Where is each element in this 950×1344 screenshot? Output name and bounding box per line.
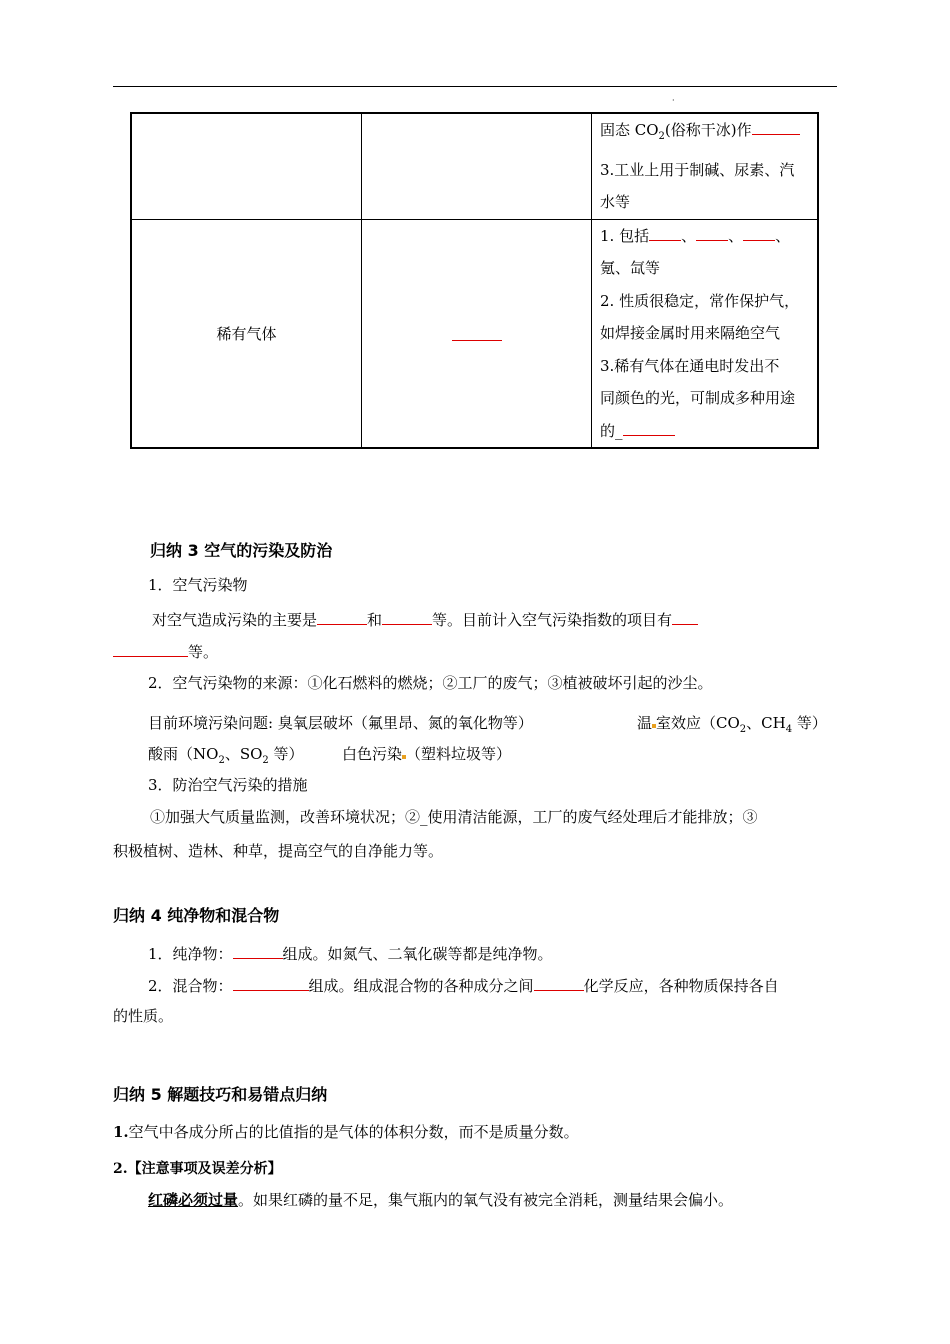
text: 等） (268, 745, 304, 763)
text: 组成。如氮气、二氧化碳等都是纯净物。 (282, 945, 553, 963)
table-row (131, 219, 818, 448)
section-5-heading: 归纳 5 解题技巧和易错点归纳 (113, 1085, 328, 1104)
text: 、CH (746, 714, 786, 732)
answer-blank[interactable] (752, 116, 800, 135)
subscript: 4 (785, 724, 793, 735)
s3-env-problems: 目前环境污染问题: 臭氧层破坏（氟里昂、氮的氧化物等） (148, 714, 533, 732)
s3-white-pollution (342, 743, 511, 764)
separator: 、 (681, 226, 697, 245)
answer-blank[interactable] (696, 222, 728, 241)
s3-paragraph1 (152, 606, 698, 630)
answer-blank[interactable] (113, 638, 188, 657)
cell-text: 如焊接金属时用来隔绝空气 (600, 324, 781, 342)
answer-blank[interactable] (534, 972, 584, 991)
s4-item2-cont: 的性质。 (113, 1007, 174, 1025)
text: 等。目前计入空气污染指数的项目有 (432, 611, 673, 629)
answer-blank[interactable] (672, 606, 698, 625)
subscript: 2 (658, 131, 665, 142)
gas-name: 稀有气体 (216, 324, 277, 343)
text: 和 (367, 611, 383, 629)
cell-text: 同颜色的光，可制成多种用途 (600, 389, 796, 407)
table-cell (362, 113, 592, 219)
s4-item1 (148, 940, 553, 964)
cell-text: 3.工业上用于制碱、尿素、汽 (600, 160, 795, 179)
table-cell (592, 219, 819, 448)
cell-text: 的_ (600, 421, 623, 440)
answer-blank[interactable] (452, 322, 502, 341)
answer-blank[interactable] (382, 606, 432, 625)
text: 空气中各成分所占的比值指的是气体的体积分数，而不是质量分数。 (128, 1123, 579, 1141)
s5-point2-title: 2.【注意事项及误差分析】 (113, 1161, 282, 1177)
subscript: 2 (739, 724, 747, 735)
section-3-heading: 归纳 3 空气的污染及防治 (150, 541, 333, 560)
s4-item2 (148, 972, 779, 996)
text: 等） (792, 714, 827, 732)
cell-text: 固态 CO (600, 121, 659, 139)
s3-paragraph1-cont (113, 638, 218, 662)
table-cell (131, 113, 362, 219)
text: 1．纯净物： (148, 945, 233, 963)
text: 对空气造成污染的主要是 (152, 611, 318, 629)
cell-text: 氪、氙等 (600, 259, 661, 277)
cell-text: (俗称干冰)作 (664, 121, 752, 139)
text: 组成。组成混合物的各种成分之间 (308, 977, 534, 995)
s5-point3 (148, 1189, 733, 1210)
point-number: 1. (113, 1123, 129, 1141)
s3-item1: 1．空气污染物 (148, 576, 248, 594)
separator: 、 (775, 226, 791, 245)
section-4-heading: 归纳 4 纯净物和混合物 (113, 906, 280, 925)
table-row (131, 113, 818, 219)
answer-blank[interactable] (233, 940, 283, 959)
s3-item3: 3．防治空气污染的措施 (148, 776, 308, 794)
s3-item2: 2．空气污染物的来源：①化石燃料的燃烧；②工厂的废气；③植被破坏引起的沙尘。 (148, 674, 713, 692)
text: 化学反应，各种物质保持各自 (583, 977, 779, 995)
subscript: 2 (218, 755, 225, 766)
cell-text: 1. 包括 (600, 226, 650, 245)
cell-text: 3.稀有气体在通电时发出不 (600, 356, 780, 375)
header-dot: · (672, 96, 675, 105)
text: （塑料垃圾等） (406, 745, 512, 763)
table-cell (362, 219, 592, 448)
text: 等。 (188, 643, 219, 661)
s3-acid-rain (148, 743, 304, 766)
text: 、SO (224, 745, 263, 763)
s3-greenhouse (637, 712, 827, 735)
answer-blank[interactable] (233, 972, 309, 991)
text: 2．混合物： (148, 977, 233, 995)
text: 温 (637, 714, 653, 732)
subscript: 2 (262, 755, 269, 766)
table-cell (592, 113, 819, 219)
cell-text: 2. 性质很稳定，常作保护气， (600, 291, 800, 310)
text: 酸雨（NO (148, 745, 219, 763)
text: 白色污染 (342, 745, 403, 763)
emphasis-text: 红磷必须过量 (148, 1191, 239, 1209)
separator: 、 (728, 226, 744, 245)
s3-measures-line2: 积极植树、造林、种草，提高空气的自净能力等。 (113, 842, 444, 860)
header-rule (113, 86, 837, 87)
s5-point1 (113, 1121, 579, 1142)
gas-name-cell (131, 219, 362, 448)
s3-measures-line1: ①加强大气质量监测，改善环境状况；②_使用清洁能源，工厂的废气经处理后才能排放；③ (150, 808, 758, 826)
answer-blank[interactable] (623, 417, 675, 436)
cell-text: 水等 (600, 193, 631, 211)
text: 室效应（CO (656, 714, 740, 732)
gas-table (130, 112, 819, 449)
answer-blank[interactable] (649, 222, 681, 241)
answer-blank[interactable] (743, 222, 775, 241)
text: 。如果红磷的量不足，集气瓶内的氧气没有被完全消耗，测量结果会偏小。 (238, 1191, 734, 1209)
answer-blank[interactable] (317, 606, 367, 625)
